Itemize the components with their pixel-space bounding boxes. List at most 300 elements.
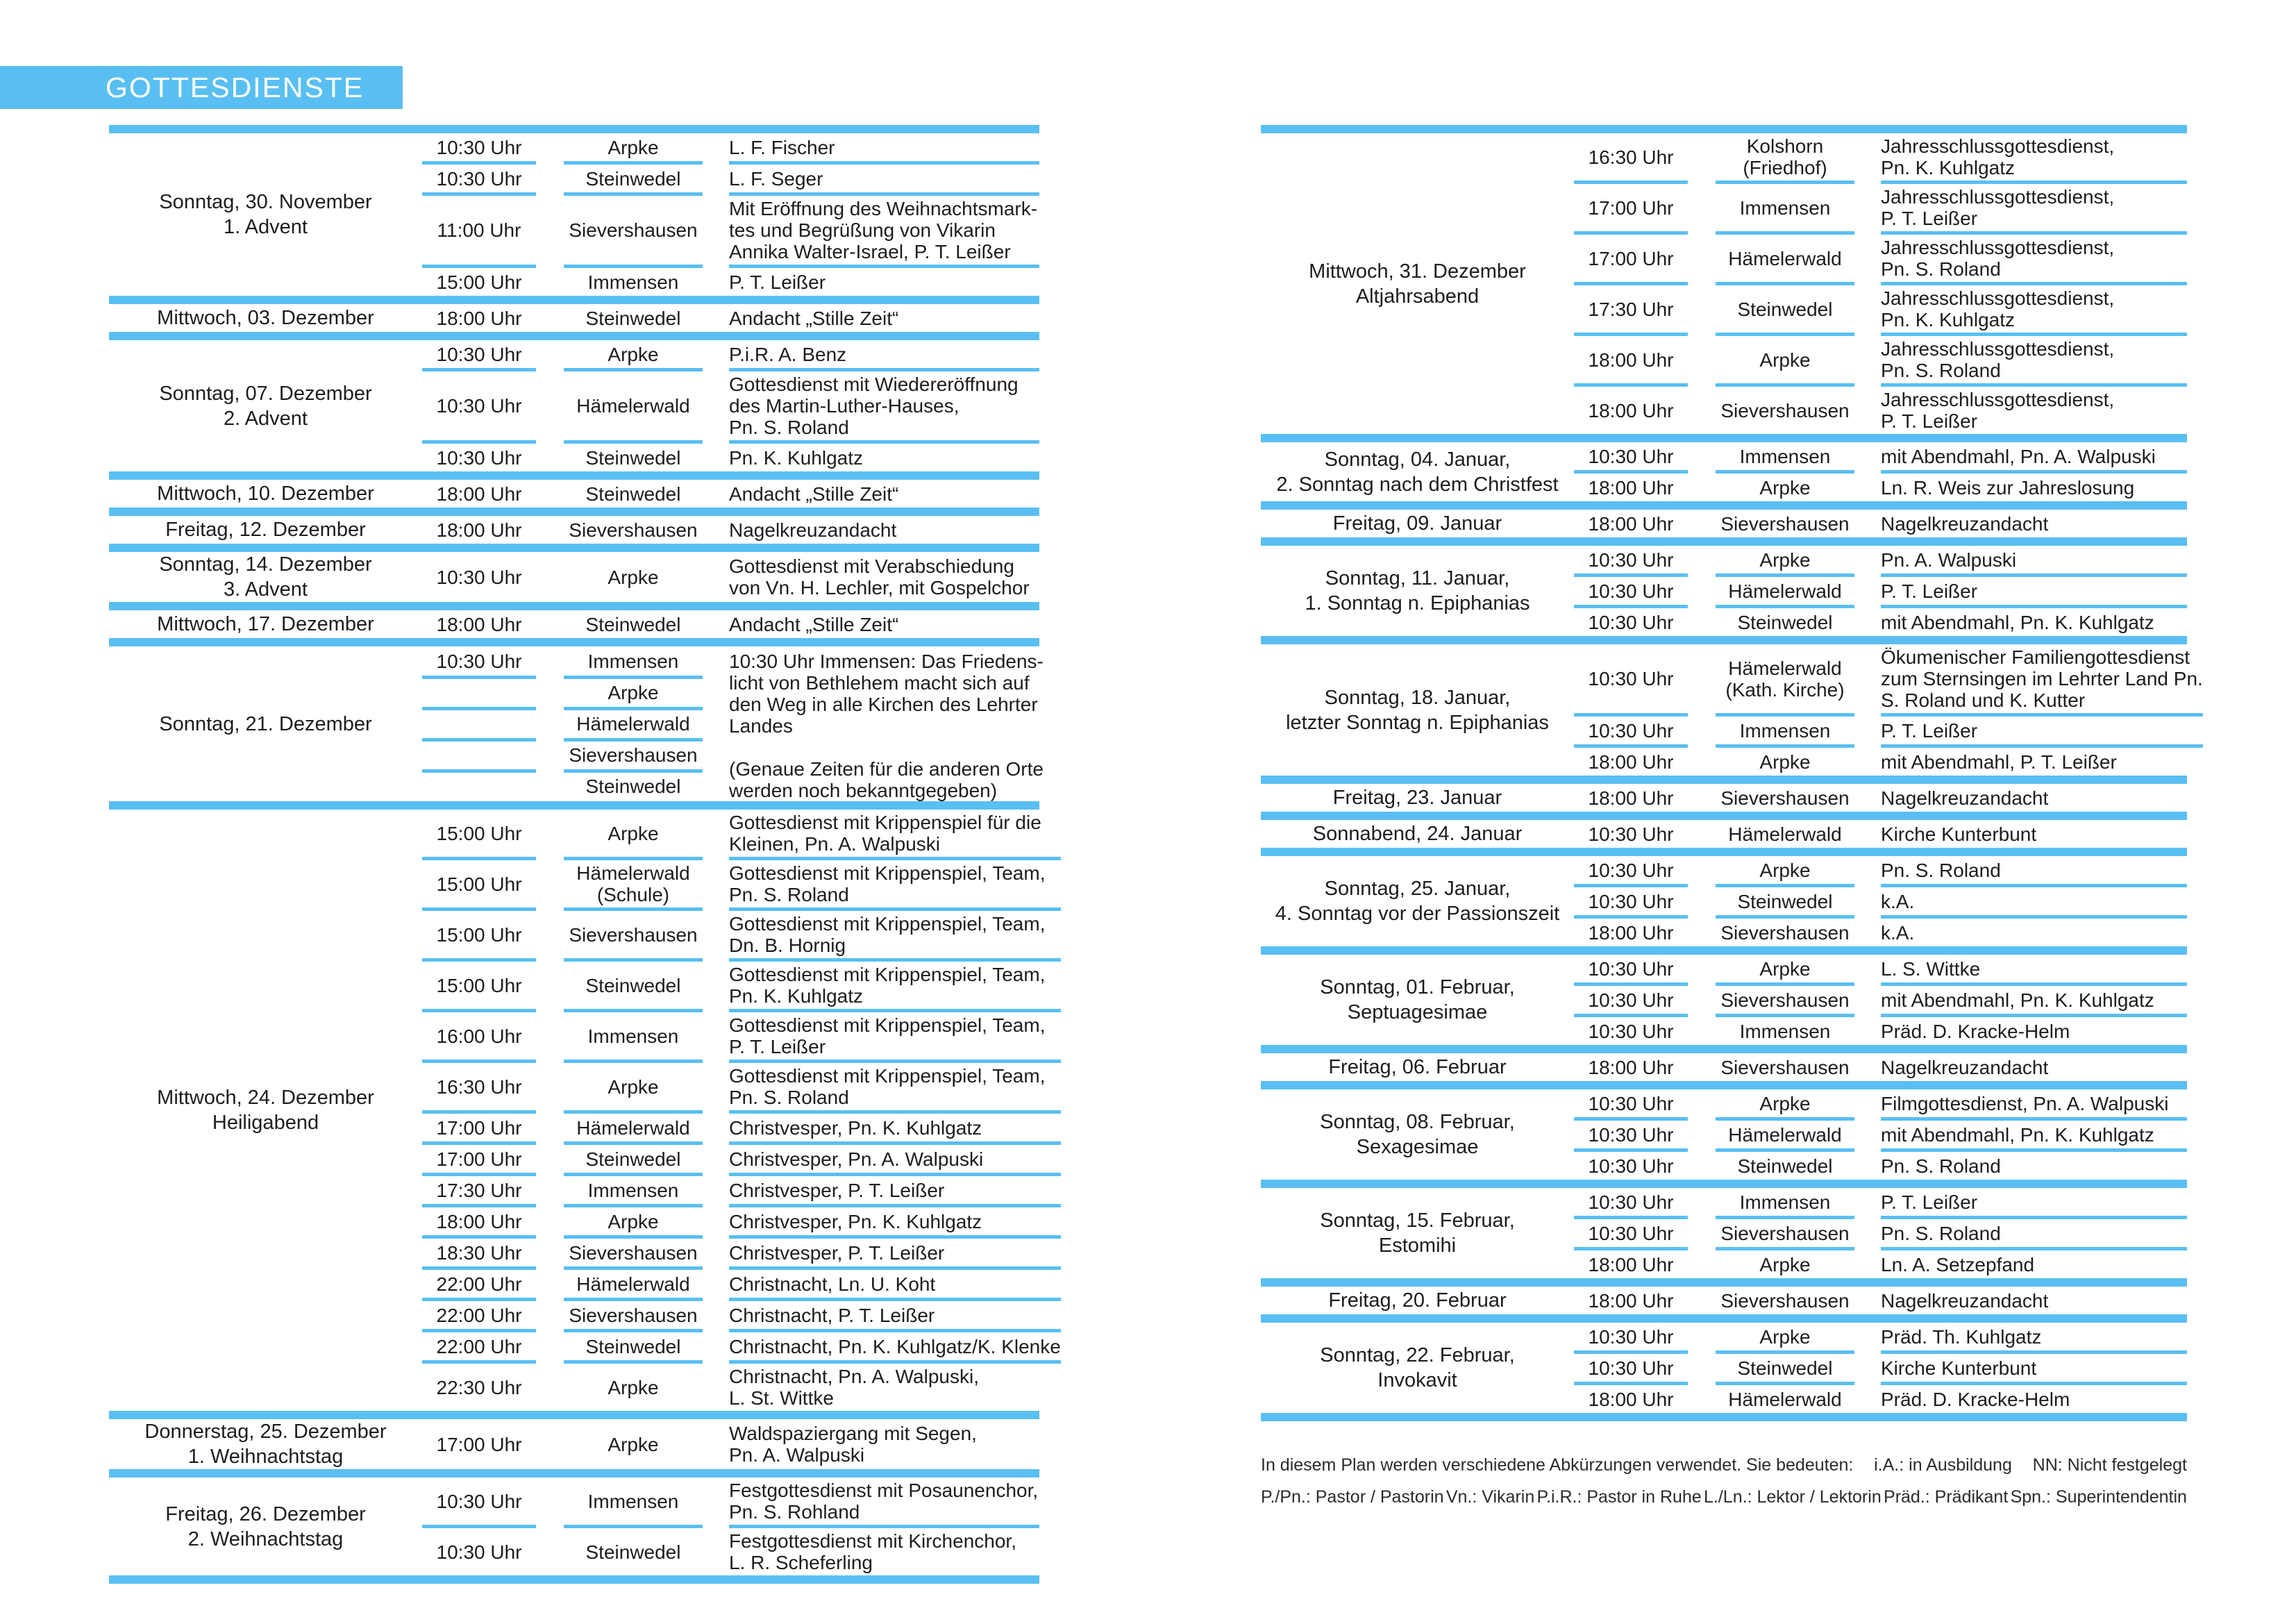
group-divider (1261, 946, 2187, 955)
place-cell-line: Immensen (587, 651, 679, 672)
place-cell (564, 1273, 703, 1295)
time-cell-line: 10:30 Uhr (1588, 668, 1674, 689)
time-cell (1574, 1254, 1688, 1275)
time-cell (1574, 860, 1688, 881)
place-cell (1716, 860, 1854, 881)
table-row (1574, 887, 2187, 915)
time-cell (1574, 477, 1688, 499)
description-cell-line: Andacht „Stille Zeit“ (729, 613, 899, 635)
description-cell (1881, 549, 2187, 571)
place-cell-line: Arpke (1759, 859, 1811, 881)
time-cell-line: 17:00 Uhr (436, 1148, 522, 1170)
footnote-line (1261, 1487, 2187, 1507)
group-divider (109, 602, 1039, 610)
place-cell (1716, 612, 1854, 633)
place-cell (564, 1491, 703, 1512)
group-divider (109, 508, 1039, 516)
time-cell-line: 18:00 Uhr (436, 307, 522, 329)
description-cell-line: S. Roland und K. Kutter (1881, 689, 2086, 711)
date-group (1261, 442, 2187, 501)
description-cell-line: Dn. B. Hornig (729, 935, 846, 956)
table-row (422, 773, 703, 801)
group-body (1574, 1323, 2187, 1413)
time-cell (422, 1180, 536, 1201)
description-cell-line: mit Abendmahl, Pn. K. Kuhlgatz (1881, 611, 2154, 633)
table-row (1574, 1121, 2187, 1148)
time-cell (1574, 446, 1688, 467)
group-body (1574, 546, 2187, 636)
date-cell (1261, 546, 1574, 636)
place-cell-line: Steinwedel (585, 1148, 681, 1170)
group-divider (1261, 848, 2187, 856)
time-cell-line: 10:30 Uhr (1588, 580, 1674, 602)
table-row (422, 553, 1039, 601)
place-cell (564, 519, 703, 541)
group-divider (1261, 1180, 2187, 1188)
table-row (422, 911, 1061, 958)
column-gap (703, 646, 729, 801)
description-cell-line: Pn. S. Roland (1881, 1155, 2001, 1177)
group-body (422, 552, 1039, 602)
table-row (1574, 336, 2187, 383)
place-cell (564, 447, 703, 469)
place-cell (1716, 658, 1854, 701)
group-divider (109, 1575, 1039, 1584)
description-cell-line: P. T. Leißer (1881, 1191, 1978, 1213)
description-cell-line: Pn. K. Kuhlgatz (729, 446, 864, 469)
description-cell-line: zum Sternsingen im Lehrter Land Pn. (1881, 668, 2203, 689)
place-cell (1716, 513, 1854, 535)
description-cell-line: Pn. K. Kuhlgatz (729, 985, 864, 1007)
time-cell-line: 18:00 Uhr (1588, 1056, 1674, 1078)
place-cell (1716, 787, 1854, 809)
time-cell (1574, 720, 1688, 742)
group-body (422, 304, 1039, 332)
table-row (422, 742, 703, 769)
date-cell (109, 810, 422, 1411)
date-cell-line: 4. Sonntag vor der Passionszeit (1275, 903, 1560, 925)
date-cell-line: Mittwoch, 03. Dezember (157, 307, 374, 329)
table-row (1574, 1354, 2187, 1382)
time-cell (1574, 1357, 1688, 1379)
time-cell (1574, 1191, 1688, 1213)
table-row (422, 648, 703, 676)
group-body (422, 810, 1061, 1411)
description-cell-line: Pn. A. Walpuski (1881, 549, 2017, 571)
place-cell-line: Arpke (1759, 957, 1811, 980)
description-cell (1881, 1290, 2187, 1312)
date-cell (109, 610, 422, 638)
group-divider (109, 125, 1039, 133)
description-cell (1881, 1357, 2187, 1379)
time-cell (1574, 197, 1688, 219)
time-cell-line: 16:30 Uhr (1588, 146, 1674, 168)
description-cell-line: Christvesper, Pn. A. Walpuski (729, 1148, 984, 1170)
description-cell (1881, 646, 2203, 711)
place-cell-line: (Friedhof) (1743, 157, 1827, 178)
place-cell (1716, 580, 1854, 602)
time-cell-line: 18:00 Uhr (1588, 751, 1674, 773)
group-body (1574, 856, 2187, 946)
place-cell-line: Steinwedel (585, 307, 681, 329)
description-cell (729, 1336, 1061, 1357)
place-cell-line: Steinwedel (585, 1541, 681, 1563)
place-cell-line: Sievershausen (569, 1241, 698, 1264)
place-cell (564, 651, 703, 672)
time-cell-line: 10:30 Uhr (1588, 1020, 1674, 1042)
time-cell (422, 1242, 536, 1264)
description-cell-line: Christnacht, P. T. Leißer (729, 1304, 935, 1326)
description-cell-line: P. T. Leißer (1881, 208, 1978, 229)
table-row (422, 1207, 1061, 1235)
date-cell (1261, 1323, 1574, 1413)
description-cell (729, 1366, 1061, 1409)
time-cell (1574, 1021, 1688, 1042)
table-row (422, 165, 1039, 192)
place-cell (564, 271, 703, 293)
place-cell (1716, 477, 1854, 499)
time-cell (1574, 549, 1688, 571)
time-cell-line: 15:00 Uhr (436, 923, 522, 946)
time-cell (422, 1117, 536, 1139)
description-cell-line: Gottesdienst mit Krippenspiel für die (729, 812, 1041, 833)
date-group (1261, 820, 2187, 848)
place-cell (564, 975, 703, 996)
group-body (1574, 1053, 2187, 1081)
place-cell-line: Hämelerwald (576, 713, 690, 735)
place-cell (564, 823, 703, 844)
place-cell-line: Hämelerwald (576, 1116, 690, 1139)
time-cell-line: 18:00 Uhr (1588, 1289, 1674, 1312)
place-cell-line: Steinwedel (1737, 298, 1833, 320)
place-cell-line: Arpke (607, 566, 659, 588)
place-cell-line: Arpke (1759, 1325, 1811, 1348)
place-cell (564, 168, 703, 190)
group-body (422, 516, 1039, 544)
date-cell-line: 2. Weihnachtstag (187, 1527, 344, 1550)
merged-description-line: licht von Bethlehem macht sich auf (729, 672, 1030, 694)
time-cell-line: 10:30 Uhr (436, 136, 522, 158)
date-cell-line: Freitag, 26. Dezember (165, 1502, 366, 1525)
place-cell (1716, 1155, 1854, 1177)
description-cell (1881, 513, 2187, 535)
description-cell (1881, 1223, 2187, 1244)
date-cell-line: Donnerstag, 25. Dezember (144, 1421, 387, 1443)
description-cell-line: Christvesper, Pn. K. Kuhlgatz (729, 1210, 982, 1232)
date-cell (109, 1419, 422, 1469)
place-cell (564, 744, 703, 766)
group-divider (1261, 1413, 2187, 1421)
group-body (1574, 442, 2187, 501)
description-cell-line: Pn. S. Roland (1881, 859, 2001, 881)
place-cell (564, 1148, 703, 1170)
time-cell-line: 17:00 Uhr (436, 1433, 522, 1455)
place-cell-line: Sievershausen (569, 219, 698, 241)
description-cell (729, 483, 1039, 505)
place-cell-line: Sievershausen (1720, 1222, 1850, 1244)
date-cell-line: Sexagesimae (1356, 1136, 1479, 1158)
place-cell-line: Immensen (587, 271, 679, 293)
description-cell-line: Gottesdienst mit Krippenspiel, Team, (729, 862, 1046, 884)
table-row (422, 1528, 1039, 1575)
date-cell-line: Sonntag, 15. Februar, (1320, 1209, 1515, 1232)
place-cell-line: Kolshorn (1746, 135, 1824, 157)
time-cell (422, 1211, 536, 1232)
schedule-table-left (109, 125, 1061, 1584)
place-cell (564, 924, 703, 946)
footnote-item: P.i.R.: Pastor in Ruhe (1536, 1487, 1702, 1507)
description-cell (729, 1180, 1061, 1201)
time-cell (1574, 891, 1688, 912)
date-group (1261, 1188, 2187, 1278)
place-cell (564, 395, 703, 417)
group-divider (1261, 501, 2187, 510)
group-divider (1261, 812, 2187, 820)
description-cell (729, 964, 1061, 1007)
table-row (422, 679, 703, 707)
time-cell-line: 15:00 Uhr (436, 873, 522, 895)
place-cell (1716, 1290, 1854, 1312)
group-body (1574, 510, 2187, 537)
date-cell (109, 304, 422, 332)
time-cell-line: 10:30 Uhr (436, 1541, 522, 1563)
place-cell (564, 567, 703, 588)
description-cell (1881, 612, 2187, 633)
date-cell (109, 646, 422, 801)
date-cell-line: 2. Advent (224, 407, 308, 430)
date-cell-line: Sonntag, 08. Februar, (1320, 1111, 1515, 1133)
description-cell-line: Jahresschlussgottesdienst, (1881, 135, 2115, 157)
time-cell-line: 18:00 Uhr (1588, 349, 1674, 371)
time-cell (1574, 1093, 1688, 1114)
place-cell-line: Arpke (607, 1210, 659, 1232)
description-cell-line: Nagelkreuzandacht (1881, 1289, 2049, 1312)
place-cell (564, 344, 703, 365)
description-cell-line: Christvesper, P. T. Leißer (729, 1241, 945, 1264)
date-group (109, 516, 1039, 544)
description-cell-line: k.A. (1881, 890, 1915, 912)
date-cell (109, 340, 422, 471)
table-row (1574, 577, 2187, 605)
description-cell-line: Nagelkreuzandacht (1881, 1056, 2049, 1078)
description-cell-line: Pn. S. Roland (729, 1087, 849, 1108)
time-cell-line: 10:30 Uhr (436, 446, 522, 469)
place-cell-line: Steinwedel (585, 776, 681, 797)
date-cell (1261, 955, 1574, 1045)
place-cell-line: Immensen (1739, 445, 1831, 467)
table-row (422, 962, 1061, 1009)
description-cell-line: Andacht „Stille Zeit“ (729, 483, 899, 505)
place-cell (1716, 400, 1854, 421)
table-row (1574, 1323, 2187, 1350)
time-cell-line: 18:00 Uhr (1588, 476, 1674, 499)
time-cell (422, 1305, 536, 1326)
description-cell (729, 614, 1039, 635)
time-cell-line: 22:00 Uhr (436, 1273, 522, 1295)
time-cell (1574, 958, 1688, 980)
place-cell-line: Sievershausen (1720, 1056, 1850, 1078)
description-cell (729, 913, 1061, 956)
date-cell (109, 480, 422, 508)
place-cell (1716, 1124, 1854, 1146)
time-cell (422, 713, 536, 735)
place-cell (564, 1305, 703, 1326)
time-cell-line (422, 744, 536, 766)
description-cell (729, 1117, 1061, 1139)
merged-description-line: werden noch bekanntgegeben) (729, 780, 998, 801)
place-cell (564, 1117, 703, 1139)
time-cell-line: 16:00 Uhr (436, 1025, 522, 1047)
date-cell (109, 516, 422, 544)
place-cell (1716, 823, 1854, 845)
table-row (1574, 1053, 2187, 1081)
table-row (422, 1063, 1061, 1110)
time-cell (422, 395, 536, 417)
time-cell-line (422, 682, 536, 703)
description-cell-line: Ln. A. Setzepfand (1881, 1253, 2035, 1275)
date-group (109, 610, 1039, 638)
description-cell-line: P. T. Leißer (729, 1036, 826, 1057)
description-cell-line: P.i.R. A. Benz (729, 343, 847, 365)
time-cell-line: 22:30 Uhr (436, 1376, 522, 1398)
time-cell (422, 567, 536, 588)
place-cell-line: Steinwedel (585, 483, 681, 505)
date-cell-line: Sonntag, 04. Januar, (1324, 448, 1511, 471)
date-cell-line: Mittwoch, 10. Dezember (157, 483, 374, 505)
time-cell-line: 10:30 Uhr (1588, 1092, 1674, 1114)
group-body (1574, 820, 2187, 848)
table-row (422, 1270, 1061, 1298)
place-cell-line: Arpke (1759, 476, 1811, 499)
table-row (422, 810, 1061, 857)
group-body (422, 646, 1044, 801)
rows-column (422, 646, 703, 801)
place-cell (564, 776, 703, 797)
group-divider (1261, 1045, 2187, 1053)
merged-description-line: (Genaue Zeiten für die anderen Orte (729, 758, 1044, 780)
group-divider (109, 544, 1039, 552)
description-cell (729, 1242, 1061, 1264)
group-divider (1261, 125, 2187, 133)
time-cell-line: 10:30 Uhr (436, 167, 522, 190)
description-cell-line: Andacht „Stille Zeit“ (729, 307, 899, 329)
description-cell-line: mit Abendmahl, Pn. K. Kuhlgatz (1881, 989, 2154, 1011)
table-row (1574, 1219, 2187, 1247)
time-cell (1574, 823, 1688, 845)
place-cell (1716, 446, 1854, 467)
group-divider (109, 801, 1039, 810)
time-cell (1574, 349, 1688, 371)
place-cell-line: Immensen (587, 1025, 679, 1047)
description-cell (1881, 989, 2187, 1011)
time-cell (1574, 513, 1688, 535)
description-cell-line: Jahresschlussgottesdienst, (1881, 338, 2115, 360)
date-cell-line: Sonntag, 11. Januar, (1325, 567, 1510, 589)
place-cell-line: Sievershausen (1720, 787, 1850, 809)
time-cell-line: 17:00 Uhr (1588, 247, 1674, 269)
footnote-item: Vn.: Vikarin (1446, 1487, 1535, 1507)
time-cell (1574, 1389, 1688, 1410)
place-cell (1716, 751, 1854, 773)
description-cell (1881, 446, 2187, 467)
date-cell-line: Sonntag, 01. Februar, (1320, 976, 1515, 998)
description-cell (1881, 751, 2203, 773)
date-cell-line: letzter Sonntag n. Epiphanias (1286, 711, 1549, 734)
description-cell-line: Ökumenischer Familiengottesdienst (1881, 646, 2190, 668)
date-cell (1261, 133, 1574, 434)
place-cell-line: Hämelerwald (576, 1273, 690, 1295)
footnote-item: NN: Nicht festgelegt (2032, 1455, 2187, 1475)
place-cell-line: Steinwedel (585, 1335, 681, 1357)
table-row (1574, 387, 2187, 434)
time-cell (422, 1076, 536, 1098)
time-cell (422, 651, 536, 672)
description-cell-line: Waldspaziergang mit Segen, (729, 1423, 977, 1444)
table-row (422, 196, 1039, 265)
description-cell-line: Gottesdienst mit Krippenspiel, Team, (729, 1014, 1046, 1036)
time-cell-line: 10:30 Uhr (1588, 957, 1674, 980)
table-row (1574, 1188, 2187, 1216)
time-cell (422, 776, 536, 797)
description-cell-line: Pn. S. Roland (729, 884, 849, 905)
table-row (1574, 1152, 2187, 1180)
date-cell-line: Sonnabend, 24. Januar (1312, 823, 1523, 845)
description-cell-line: Jahresschlussgottesdienst, (1881, 287, 2115, 309)
description-cell (729, 308, 1039, 329)
merged-description-line (729, 737, 1044, 758)
group-body (1574, 133, 2187, 434)
place-cell-line: Steinwedel (1737, 611, 1833, 633)
time-cell (1574, 751, 1688, 773)
description-cell-line: Christnacht, Pn. K. Kuhlgatz/K. Klenke (729, 1335, 1061, 1357)
description-cell-line: Jahresschlussgottesdienst, (1881, 237, 2115, 258)
group-divider (109, 1469, 1039, 1477)
place-cell-line: Steinwedel (1737, 1155, 1833, 1177)
table-row (1574, 748, 2203, 776)
group-divider (1261, 434, 2187, 442)
description-cell (1881, 186, 2187, 229)
merged-description-line: 10:30 Uhr Immensen: Das Friedens- (729, 651, 1044, 672)
place-cell-line: Arpke (607, 1433, 659, 1455)
schedule-table-right (1261, 125, 2203, 1507)
place-cell (564, 1377, 703, 1398)
table-row (1574, 986, 2187, 1014)
time-cell-line: 18:00 Uhr (436, 483, 522, 505)
description-cell-line: L. R. Scheferling (729, 1552, 873, 1573)
time-cell-line: 17:00 Uhr (1588, 196, 1674, 219)
table-row (1574, 1287, 2187, 1314)
date-group (1261, 644, 2203, 776)
time-cell-line: 10:30 Uhr (1588, 1325, 1674, 1348)
place-cell-line: Hämelerwald (1728, 1123, 1842, 1146)
date-cell-line: 3. Advent (224, 578, 308, 601)
description-cell (729, 519, 1039, 541)
place-cell (564, 1026, 703, 1047)
description-cell (1881, 1326, 2187, 1348)
description-cell-line: Pn. S. Roland (729, 417, 849, 438)
time-cell (422, 219, 536, 241)
time-cell-line: 10:30 Uhr (1588, 1191, 1674, 1213)
time-cell (422, 447, 536, 469)
date-group (1261, 1053, 2187, 1081)
date-group (1261, 510, 2187, 537)
place-cell (564, 1076, 703, 1098)
time-cell (1574, 668, 1688, 689)
place-cell-line: Sievershausen (569, 519, 698, 541)
place-cell (564, 308, 703, 329)
merged-description (729, 646, 1044, 801)
time-cell (422, 344, 536, 365)
